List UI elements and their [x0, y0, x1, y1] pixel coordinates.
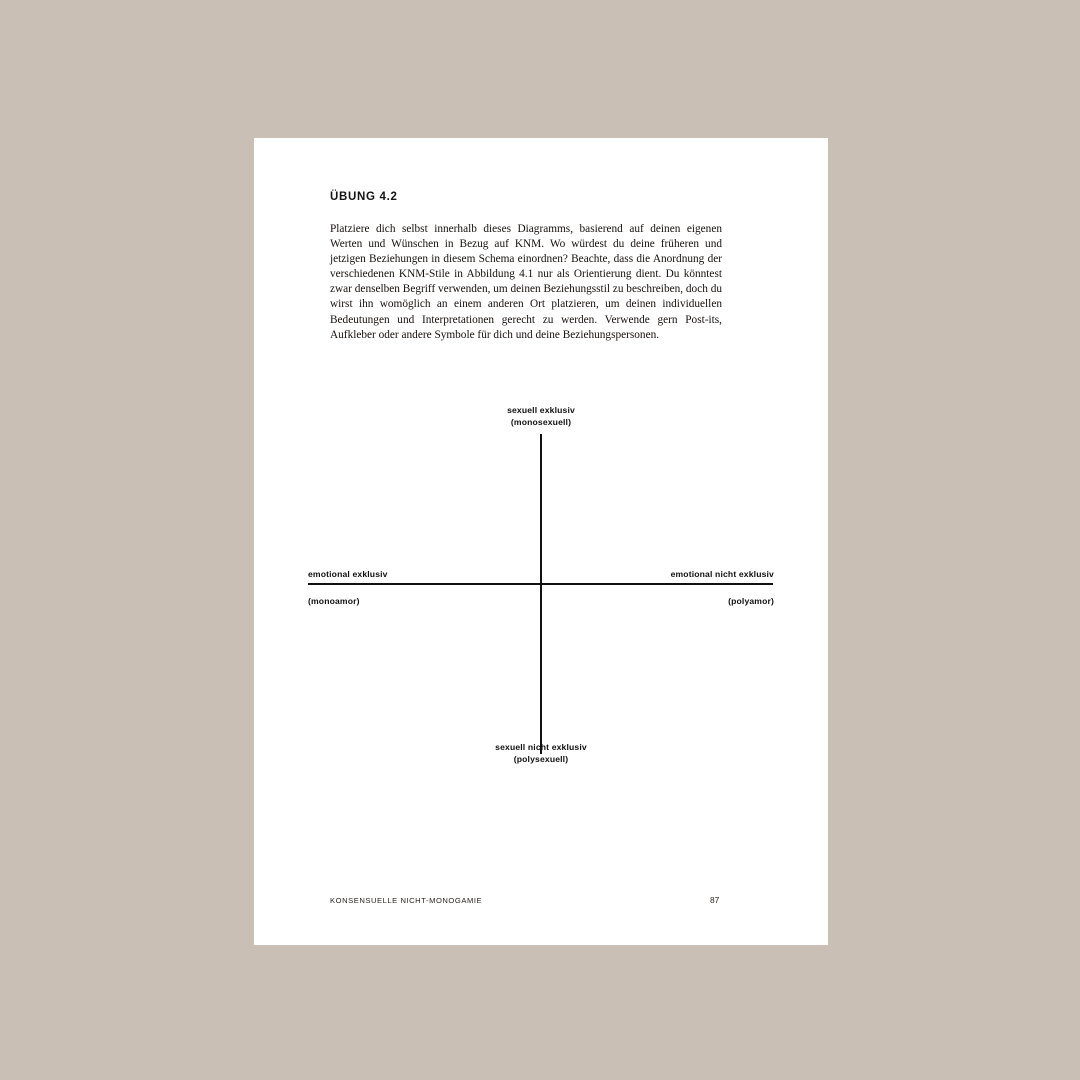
axis-label-bottom-sub: (polysexuell)	[513, 753, 569, 764]
axis-label-right: emotional nicht exklusiv	[670, 569, 774, 579]
axis-label-top	[254, 405, 828, 428]
exercise-instructions-paragraph: Platziere dich selbst innerhalb dieses Diagramms, basierend auf deinen eigenen Werten und Wünschen in Bezug auf KNM. Wo würdest du deine früheren und jetzigen Beziehungen in diesem Schema einordnen? Beachte, dass die Anordnung der verschiedenen KNM-Stile in Abbildung 4.1 nur als Orientierung dient. Du könntest zwar denselben Begriff verwenden, um deinen Beziehungsstil zu beschreiben, doch du wirst ihn womöglich an einem anderen Ort platzieren, um deinen individuellen Bedeutungen und Interpretationen gerecht zu werden. Verwende gern Post-its, Aufkleber oder andere Symbole für dich und deine Beziehungspersonen.	[330, 223, 722, 341]
vertical-axis-line	[540, 434, 542, 754]
quadrant-diagram	[254, 405, 828, 768]
horizontal-axis-line	[308, 583, 773, 585]
axis-label-bottom	[254, 742, 828, 765]
axis-label-top-main: sexuell exklusiv	[507, 405, 575, 415]
footer-page-number: 87	[710, 895, 720, 905]
axis-label-bottom-main: sexuell nicht exklusiv	[495, 742, 587, 752]
axis-label-left: emotional exklusiv	[308, 569, 388, 579]
footer-running-head: KONSENSUELLE NICHT-MONOGAMIE	[330, 896, 483, 905]
axis-label-left-sub: (monoamor)	[308, 596, 360, 606]
axis-label-top-sub: (monosexuell)	[510, 416, 572, 427]
book-page	[254, 138, 828, 945]
exercise-heading: ÜBUNG 4.2	[330, 191, 398, 203]
axis-label-right-sub: (polyamor)	[728, 596, 774, 606]
